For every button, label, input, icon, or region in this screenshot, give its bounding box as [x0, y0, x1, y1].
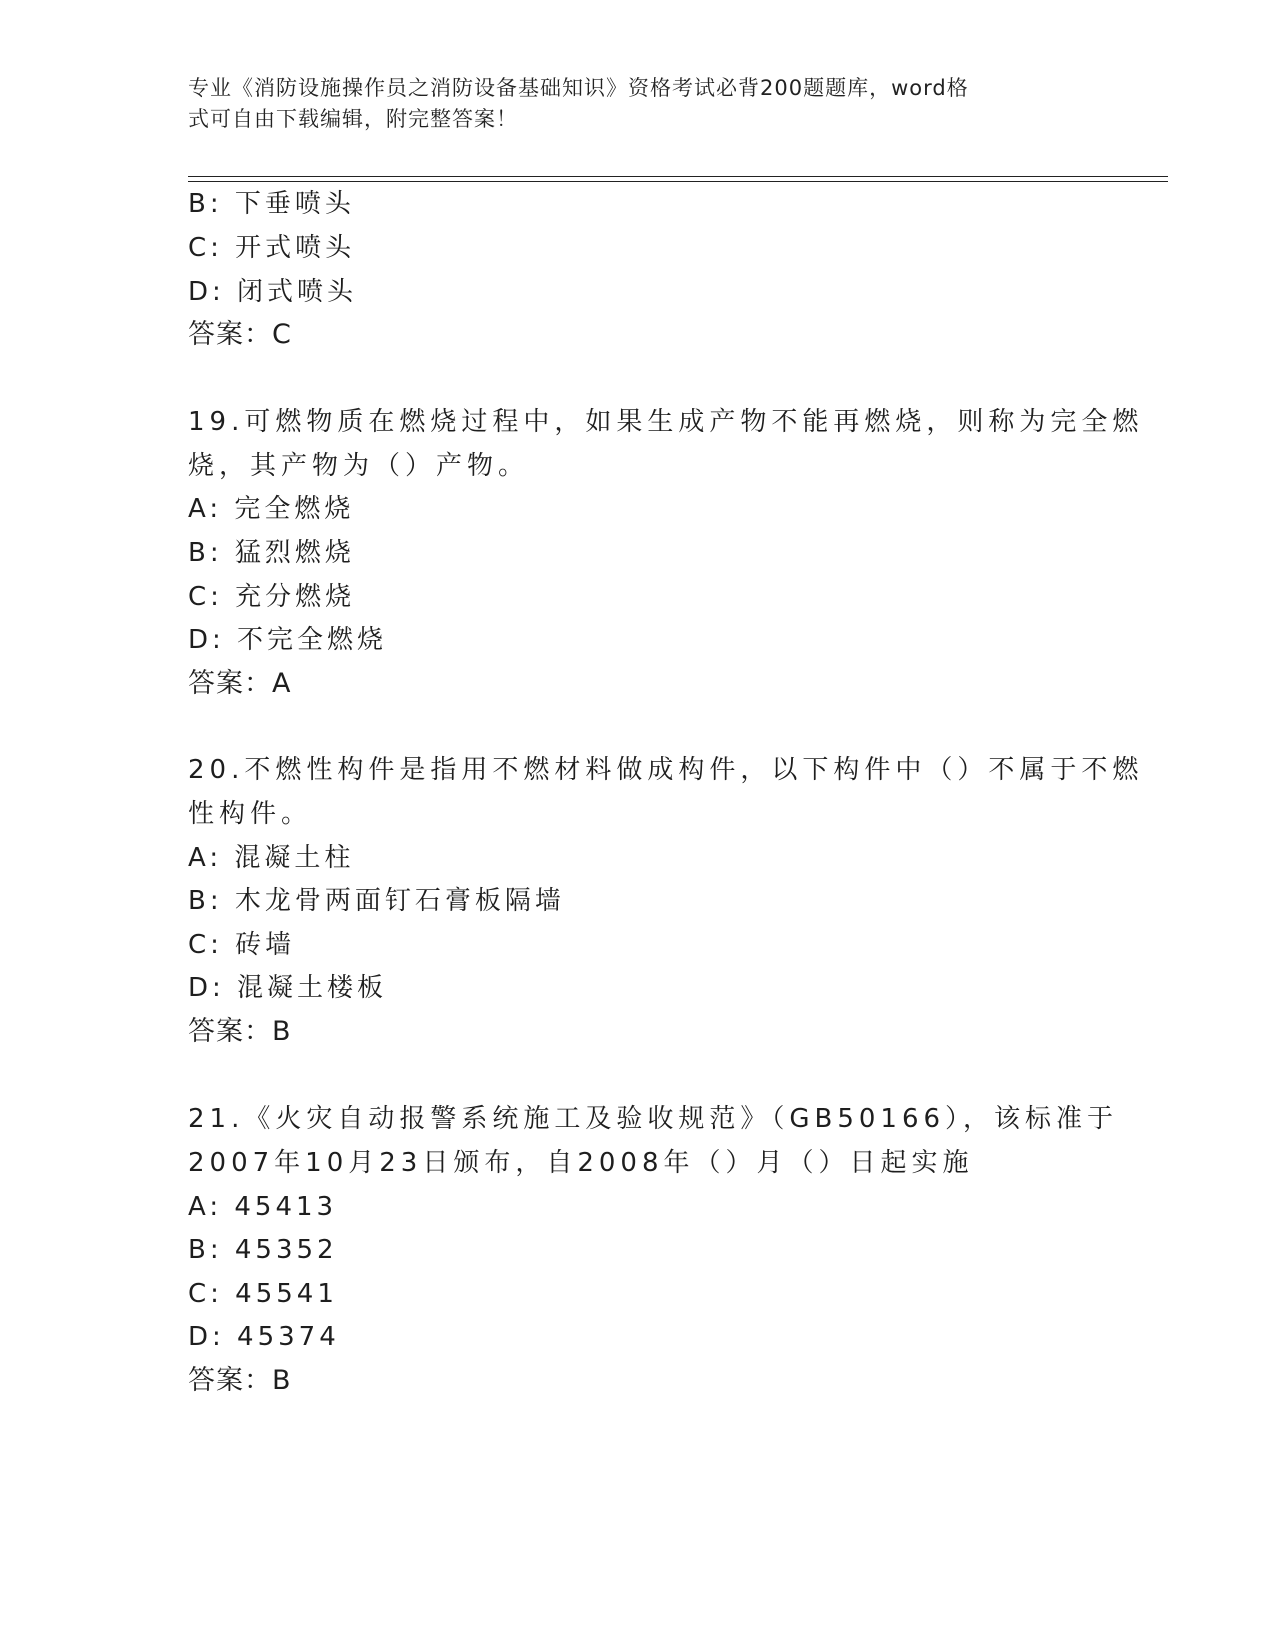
q18-option-b: B: 下垂喷头 — [188, 189, 355, 219]
q18-option-d: D: 闭式喷头 — [188, 277, 358, 307]
q19-answer: 答案：A — [188, 668, 292, 699]
q19-option-d: D: 不完全燃烧 — [188, 625, 388, 655]
q20-text-line-2: 性构件。 — [188, 799, 313, 829]
q21-option-d: D: 45374 — [188, 1322, 340, 1352]
q19-option-b: B: 猛烈燃烧 — [188, 538, 355, 568]
q20-answer: 答案：B — [188, 1016, 292, 1047]
q20-option-d: D: 混凝土楼板 — [188, 973, 388, 1003]
document-header-line-2: 式可自由下载编辑，附完整答案！ — [188, 107, 518, 131]
q19-option-a: A: 完全燃烧 — [188, 494, 355, 524]
q21-option-b: B: 45352 — [188, 1235, 338, 1265]
q19-text-line-2: 烧，其产物为（）产物。 — [188, 451, 530, 481]
q18-option-c: C: 开式喷头 — [188, 233, 356, 263]
q20-option-b: B: 木龙骨两面钉石膏板隔墙 — [188, 886, 565, 916]
q21-answer: 答案：B — [188, 1365, 292, 1396]
q21-option-a: A: 45413 — [188, 1192, 338, 1222]
q21-text-line-2: 2007年10月23日颁布，自2008年（）月（）日起实施 — [188, 1148, 974, 1178]
header-divider-bottom — [188, 181, 1168, 182]
q19-text-line-1: 19.可燃物质在燃烧过程中，如果生成产物不能再燃烧，则称为完全燃 — [188, 407, 1144, 437]
q20-text-line-1: 20.不燃性构件是指用不燃材料做成构件，以下构件中（）不属于不燃 — [188, 755, 1144, 785]
q21-option-c: C: 45541 — [188, 1279, 338, 1309]
q21-text-line-1: 21.《火灾自动报警系统施工及验收规范》（GB50166），该标准于 — [188, 1104, 1119, 1134]
q20-option-a: A: 混凝土柱 — [188, 843, 355, 873]
q19-option-c: C: 充分燃烧 — [188, 582, 356, 612]
q18-answer: 答案：C — [188, 319, 292, 350]
header-divider-top — [188, 176, 1168, 177]
document-header-line-1: 专业《消防设施操作员之消防设备基础知识》资格考试必背200题题库，word格 — [188, 76, 969, 100]
q20-option-c: C: 砖墙 — [188, 930, 296, 960]
